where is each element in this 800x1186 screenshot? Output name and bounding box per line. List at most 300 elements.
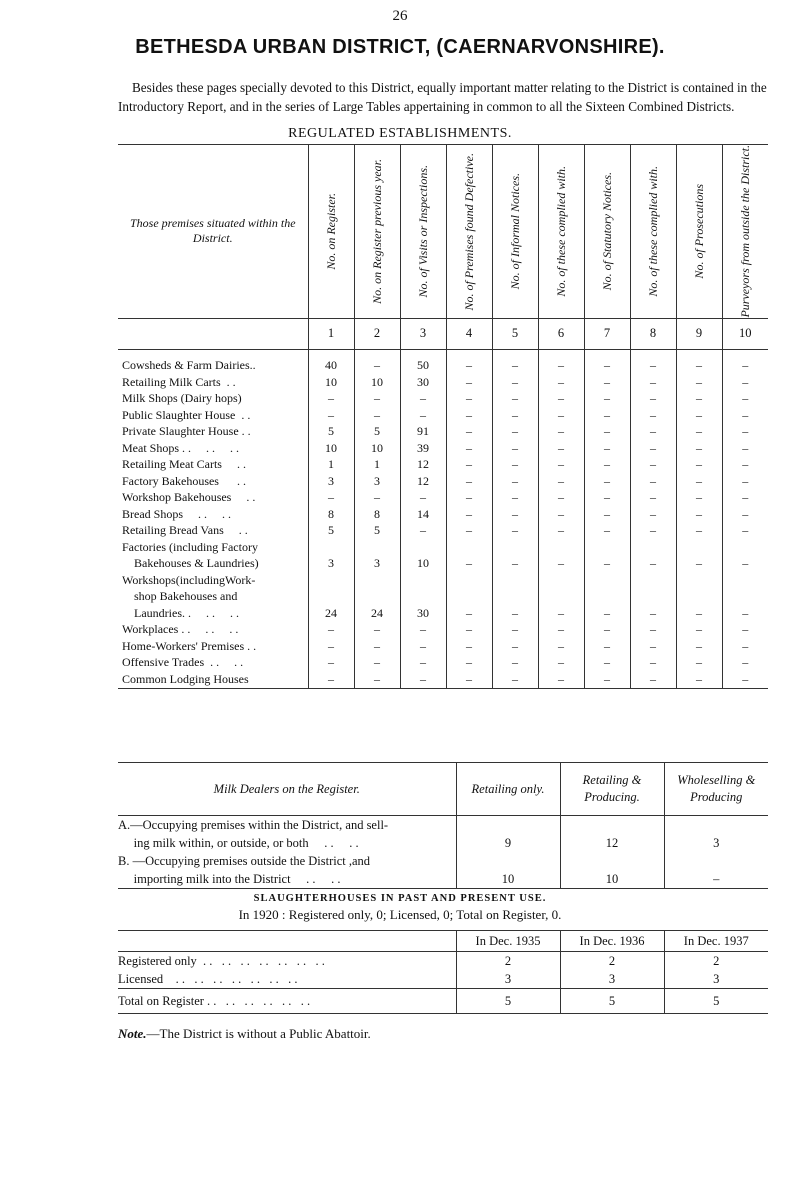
- table-cell: 12: [400, 457, 446, 474]
- table-cell: –: [538, 391, 584, 408]
- table-cell: –: [446, 655, 492, 672]
- table-cell: –: [538, 358, 584, 375]
- table-cell: [308, 572, 354, 589]
- slaughter-cell: 2: [664, 952, 768, 971]
- table-cell: –: [492, 605, 538, 622]
- table-row: [118, 358, 768, 375]
- milk-col-retailing-producing: Retailing & Producing.: [560, 763, 664, 816]
- milk-row-label: B. —Occupying premises outside the District ,and: [118, 853, 371, 868]
- slaughterhouses-heading: SLAUGHTERHOUSES IN PAST AND PRESENT USE.: [253, 893, 547, 904]
- table-cell: –: [584, 358, 630, 375]
- slaughter-col-1935: In Dec. 1935: [456, 931, 560, 952]
- table-cell: –: [308, 622, 354, 639]
- slaughter-row: [118, 989, 768, 1014]
- milk-row-label: importing milk into the District . . . .: [118, 870, 456, 889]
- table-row: [118, 638, 768, 655]
- column-header-label: No. on Register.: [323, 192, 338, 270]
- table-cell: –: [584, 556, 630, 573]
- page-title: BETHESDA URBAN DISTRICT, (CAERNARVONSHIRE).: [135, 36, 665, 58]
- table-cell: –: [584, 440, 630, 457]
- table-cell: 3: [308, 556, 354, 573]
- table-cell: –: [446, 473, 492, 490]
- table-cell: 1: [308, 457, 354, 474]
- table-cell: [354, 572, 400, 589]
- table-row: [118, 440, 768, 457]
- intro-paragraph: Besides these pages specially devoted to this District, equally important matter relating to the District is contained in the Introductory Report, and in the series of Large Tables appertaining in common to all the Sixteen Combined Districts.: [118, 80, 767, 114]
- table-cell: 24: [354, 605, 400, 622]
- table-cell: 10: [308, 440, 354, 457]
- table-cell: –: [584, 506, 630, 523]
- slaughter-col-1937: In Dec. 1937: [664, 931, 768, 952]
- table-cell: –: [630, 490, 676, 507]
- table-cell: –: [446, 556, 492, 573]
- establishments-first-header: Those premises situated within the District.: [118, 145, 308, 319]
- table-row: [118, 572, 768, 589]
- row-label: Factories (including Factory: [122, 539, 258, 554]
- table-cell: –: [722, 655, 768, 672]
- row-label: Workplaces . . . . . .: [122, 622, 239, 637]
- slaughter-cell: 2: [456, 952, 560, 971]
- table-cell: –: [538, 671, 584, 688]
- table-cell: –: [722, 374, 768, 391]
- table-cell: [308, 539, 354, 556]
- slaughterhouses-1920-line: In 1920 : Registered only, 0; Licensed, 0; Total on Register, 0.: [238, 907, 562, 922]
- table-cell: –: [676, 605, 722, 622]
- table-cell: –: [584, 490, 630, 507]
- slaughter-row-label: Licensed . . . . . . . . . . . . . .: [118, 971, 298, 986]
- table-cell: –: [538, 556, 584, 573]
- column-header-label: No. of Visits or Inspections.: [415, 165, 430, 298]
- table-cell: –: [676, 440, 722, 457]
- table-cell: 39: [400, 440, 446, 457]
- table-cell: –: [676, 407, 722, 424]
- table-cell: –: [584, 523, 630, 540]
- table-cell: –: [308, 655, 354, 672]
- table-cell: –: [354, 638, 400, 655]
- table-cell: –: [538, 490, 584, 507]
- table-cell: 3: [354, 473, 400, 490]
- table-cell: –: [584, 407, 630, 424]
- table-cell: –: [492, 440, 538, 457]
- milk-cell: 9: [456, 834, 560, 852]
- table-cell: –: [630, 440, 676, 457]
- table-cell: [584, 539, 630, 556]
- slaughter-cell: 5: [664, 989, 768, 1014]
- table-cell: –: [630, 358, 676, 375]
- table-cell: –: [722, 473, 768, 490]
- column-number: 3: [400, 318, 446, 349]
- table-row: [118, 457, 768, 474]
- table-cell: –: [446, 374, 492, 391]
- table-row: [118, 523, 768, 540]
- table-cell: –: [722, 440, 768, 457]
- slaughter-cell: 5: [560, 989, 664, 1014]
- table-cell: –: [446, 490, 492, 507]
- table-cell: –: [676, 457, 722, 474]
- table-cell: –: [538, 424, 584, 441]
- table-cell: –: [676, 523, 722, 540]
- section-heading: REGULATED ESTABLISHMENTS.: [288, 126, 512, 141]
- table-cell: –: [492, 457, 538, 474]
- table-cell: –: [446, 440, 492, 457]
- table-cell: –: [446, 638, 492, 655]
- table-cell: 91: [400, 424, 446, 441]
- column-number: 7: [584, 318, 630, 349]
- table-cell: [538, 589, 584, 606]
- column-number: 1: [308, 318, 354, 349]
- table-cell: [446, 589, 492, 606]
- slaughter-row: [118, 952, 768, 971]
- table-cell: –: [676, 473, 722, 490]
- table-cell: [722, 589, 768, 606]
- table-row: [118, 391, 768, 408]
- table-row: [118, 622, 768, 639]
- column-number: 8: [630, 318, 676, 349]
- table-cell: –: [354, 671, 400, 688]
- table-cell: –: [676, 374, 722, 391]
- row-label: Retailing Bread Vans . .: [122, 523, 248, 538]
- row-label: Home-Workers' Premises . .: [122, 638, 257, 653]
- table-cell: –: [492, 523, 538, 540]
- row-label: Meat Shops . . . . . .: [122, 440, 239, 455]
- slaughter-cell: 3: [456, 970, 560, 989]
- table-cell: [400, 572, 446, 589]
- table-cell: [492, 572, 538, 589]
- table-cell: [538, 539, 584, 556]
- milk-row: [118, 834, 768, 852]
- table-cell: –: [354, 391, 400, 408]
- column-number-blank: [118, 318, 308, 349]
- table-cell: [630, 572, 676, 589]
- table-cell: –: [584, 638, 630, 655]
- table-cell: [446, 572, 492, 589]
- table-cell: –: [354, 358, 400, 375]
- table-row: [118, 605, 768, 622]
- note-label: Note.: [118, 1026, 147, 1041]
- table-cell: –: [492, 391, 538, 408]
- table-cell: –: [492, 506, 538, 523]
- milk-cell: 10: [560, 870, 664, 889]
- table-cell: –: [538, 638, 584, 655]
- table-cell: –: [400, 523, 446, 540]
- table-cell: 5: [354, 424, 400, 441]
- milk-row: [118, 852, 768, 870]
- table-cell: [722, 572, 768, 589]
- table-cell: –: [538, 407, 584, 424]
- column-header: [354, 145, 400, 319]
- table-cell: –: [492, 407, 538, 424]
- table-cell: –: [400, 391, 446, 408]
- row-label: Milk Shops (Dairy hops): [122, 391, 242, 406]
- column-header-label: Purveyors from outside the District.: [737, 145, 752, 318]
- slaughter-cell: 3: [664, 970, 768, 989]
- table-cell: –: [400, 638, 446, 655]
- table-cell: –: [630, 556, 676, 573]
- table-cell: 14: [400, 506, 446, 523]
- row-label: Public Slaughter House . .: [122, 407, 251, 422]
- table-cell: [354, 539, 400, 556]
- table-cell: –: [400, 407, 446, 424]
- table-cell: –: [722, 638, 768, 655]
- table-cell: –: [584, 605, 630, 622]
- milk-row: [118, 870, 768, 889]
- table-cell: 10: [308, 374, 354, 391]
- table-row: [118, 539, 768, 556]
- table-cell: –: [722, 622, 768, 639]
- table-cell: –: [308, 490, 354, 507]
- table-cell: [722, 539, 768, 556]
- table-cell: –: [538, 523, 584, 540]
- column-number: 4: [446, 318, 492, 349]
- table-cell: –: [584, 655, 630, 672]
- row-label: Workshop Bakehouses . .: [122, 490, 256, 505]
- table-row: [118, 473, 768, 490]
- table-cell: –: [630, 374, 676, 391]
- table-cell: –: [400, 671, 446, 688]
- table-cell: [400, 539, 446, 556]
- table-cell: –: [722, 391, 768, 408]
- row-label: Cowsheds & Farm Dairies..: [122, 358, 256, 373]
- milk-col-wholeselling: Wholeselling & Producing: [664, 763, 768, 816]
- table-cell: –: [538, 605, 584, 622]
- milk-row: [118, 816, 768, 835]
- table-cell: –: [676, 358, 722, 375]
- table-cell: –: [538, 457, 584, 474]
- column-header: [446, 145, 492, 319]
- column-header-label: No. on Register previous year.: [369, 158, 384, 304]
- table-cell: –: [676, 391, 722, 408]
- column-header: [676, 145, 722, 319]
- column-number: 6: [538, 318, 584, 349]
- table-cell: –: [354, 655, 400, 672]
- table-cell: –: [538, 473, 584, 490]
- milk-cell: [560, 816, 664, 835]
- table-cell: –: [492, 424, 538, 441]
- column-header-label: No. of Prosecutions: [691, 183, 706, 279]
- column-header: [722, 145, 768, 319]
- table-cell: –: [630, 655, 676, 672]
- table-cell: [492, 589, 538, 606]
- table-cell: [354, 589, 400, 606]
- table-cell: –: [584, 374, 630, 391]
- column-number: 5: [492, 318, 538, 349]
- slaughterhouses-table: [118, 930, 768, 1014]
- page-number: 26: [392, 8, 408, 24]
- table-cell: –: [492, 374, 538, 391]
- milk-cell: [456, 816, 560, 835]
- row-label: Offensive Trades . . . .: [122, 655, 244, 670]
- table-cell: –: [630, 671, 676, 688]
- table-cell: [676, 589, 722, 606]
- table-cell: 10: [354, 374, 400, 391]
- milk-col-retailing: Retailing only.: [456, 763, 560, 816]
- table-cell: 8: [354, 506, 400, 523]
- table-cell: –: [492, 490, 538, 507]
- slaughter-col-1936: In Dec. 1936: [560, 931, 664, 952]
- table-cell: –: [676, 424, 722, 441]
- table-cell: –: [630, 424, 676, 441]
- column-number: 2: [354, 318, 400, 349]
- table-cell: –: [446, 457, 492, 474]
- table-row: [118, 374, 768, 391]
- milk-cell: 10: [456, 870, 560, 889]
- note: [118, 1026, 371, 1042]
- table-cell: [538, 572, 584, 589]
- table-cell: –: [446, 358, 492, 375]
- column-header-label: No. of Statutory Notices.: [599, 172, 614, 291]
- table-cell: [630, 589, 676, 606]
- table-cell: –: [630, 391, 676, 408]
- table-cell: –: [446, 391, 492, 408]
- note-text: —The District is without a Public Abattoir.: [146, 1026, 371, 1041]
- table-cell: –: [492, 655, 538, 672]
- table-cell: –: [630, 506, 676, 523]
- table-cell: –: [538, 655, 584, 672]
- row-label: Common Lodging Houses: [118, 671, 308, 688]
- table-row: [118, 407, 768, 424]
- table-cell: –: [354, 622, 400, 639]
- table-cell: 24: [308, 605, 354, 622]
- table-cell: 1: [354, 457, 400, 474]
- slaughter-header-blank: [118, 931, 456, 952]
- table-cell: –: [722, 358, 768, 375]
- table-row: [118, 589, 768, 606]
- table-cell: –: [308, 391, 354, 408]
- milk-cell: [560, 852, 664, 870]
- table-cell: 10: [354, 440, 400, 457]
- table-cell: –: [400, 655, 446, 672]
- table-cell: –: [584, 473, 630, 490]
- row-label: Factory Bakehouses . .: [122, 473, 246, 488]
- table-cell: –: [722, 556, 768, 573]
- table-cell: [676, 572, 722, 589]
- table-cell: –: [492, 556, 538, 573]
- table-cell: [584, 572, 630, 589]
- table-cell: –: [538, 622, 584, 639]
- table-cell: –: [722, 407, 768, 424]
- table-cell: –: [584, 391, 630, 408]
- table-cell: –: [722, 457, 768, 474]
- table-cell: –: [630, 457, 676, 474]
- table-cell: –: [676, 506, 722, 523]
- table-row: [118, 556, 768, 573]
- slaughter-cell: 3: [560, 970, 664, 989]
- table-cell: –: [354, 407, 400, 424]
- column-header: [538, 145, 584, 319]
- table-cell: –: [584, 457, 630, 474]
- establishments-table: [118, 144, 768, 689]
- table-cell: –: [630, 473, 676, 490]
- table-row: [118, 506, 768, 523]
- table-cell: –: [446, 671, 492, 688]
- table-cell: –: [722, 424, 768, 441]
- table-cell: –: [308, 407, 354, 424]
- table-cell: –: [446, 424, 492, 441]
- slaughter-cell: 5: [456, 989, 560, 1014]
- table-row: [118, 424, 768, 441]
- table-cell: [446, 539, 492, 556]
- table-row: [118, 671, 768, 688]
- table-cell: –: [492, 358, 538, 375]
- table-cell: –: [676, 638, 722, 655]
- table-cell: –: [492, 473, 538, 490]
- table-cell: 3: [354, 556, 400, 573]
- table-cell: –: [538, 374, 584, 391]
- table-cell: –: [630, 523, 676, 540]
- column-header: [308, 145, 354, 319]
- table-cell: 30: [400, 605, 446, 622]
- table-cell: 3: [308, 473, 354, 490]
- table-cell: –: [676, 490, 722, 507]
- column-header: [492, 145, 538, 319]
- table-cell: –: [538, 440, 584, 457]
- table-cell: –: [722, 490, 768, 507]
- table-cell: –: [400, 622, 446, 639]
- table-cell: –: [446, 523, 492, 540]
- table-cell: –: [630, 407, 676, 424]
- table-cell: –: [584, 622, 630, 639]
- table-cell: –: [630, 638, 676, 655]
- table-cell: –: [492, 638, 538, 655]
- table-cell: –: [722, 523, 768, 540]
- table-cell: –: [722, 506, 768, 523]
- table-cell: –: [538, 506, 584, 523]
- table-cell: –: [308, 638, 354, 655]
- milk-cell: 3: [664, 834, 768, 852]
- column-header-label: No. of Informal Notices.: [507, 173, 522, 290]
- milk-cell: –: [664, 870, 768, 889]
- column-header-label: No. of Premises found Defective.: [461, 152, 476, 311]
- table-cell: –: [492, 671, 538, 688]
- table-cell: [400, 589, 446, 606]
- table-cell: –: [584, 671, 630, 688]
- table-cell: [676, 539, 722, 556]
- row-label: Retailing Milk Carts . .: [122, 374, 236, 389]
- table-cell: [584, 589, 630, 606]
- table-cell: –: [722, 671, 768, 688]
- table-cell: –: [676, 655, 722, 672]
- column-header: [400, 145, 446, 319]
- column-header-label: No. of these complied with.: [553, 165, 568, 297]
- table-cell: [308, 589, 354, 606]
- table-cell: –: [676, 622, 722, 639]
- row-label: shop Bakehouses and: [122, 589, 238, 604]
- column-number: 9: [676, 318, 722, 349]
- column-number: 10: [722, 318, 768, 349]
- milk-row-label: A.—Occupying premises within the District, and sell-: [118, 817, 389, 832]
- table-cell: –: [676, 556, 722, 573]
- milk-row-label: ing milk within, or outside, or both . . . .: [118, 835, 359, 850]
- milk-cell: 12: [560, 834, 664, 852]
- table-cell: –: [354, 490, 400, 507]
- table-cell: –: [630, 622, 676, 639]
- slaughter-row-label: Total on Register . . . . . . . . . . . .: [118, 989, 456, 1014]
- table-cell: –: [400, 490, 446, 507]
- column-header-label: No. of these complied with.: [645, 165, 660, 297]
- table-cell: –: [446, 407, 492, 424]
- milk-cell: [456, 852, 560, 870]
- row-label: Bread Shops . . . .: [122, 506, 231, 521]
- slaughter-cell: 2: [560, 952, 664, 971]
- table-cell: 40: [308, 358, 354, 375]
- table-cell: –: [446, 506, 492, 523]
- table-cell: –: [584, 424, 630, 441]
- milk-cell: [664, 852, 768, 870]
- milk-dealers-table: [118, 762, 768, 889]
- slaughter-row: [118, 970, 768, 989]
- table-cell: 5: [308, 424, 354, 441]
- table-cell: [492, 539, 538, 556]
